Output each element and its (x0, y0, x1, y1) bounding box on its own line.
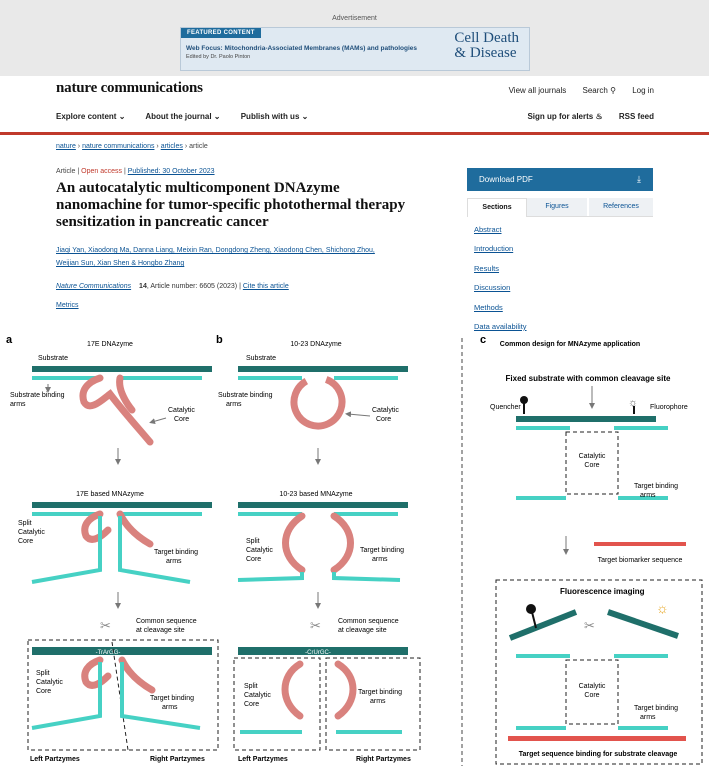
b-split-3: Core (246, 556, 262, 563)
toc-introduction[interactable]: Introduction (474, 244, 514, 254)
rss-link[interactable]: RSS feed (618, 112, 654, 121)
alerts-link[interactable] (527, 112, 602, 121)
panel-a-letter: a (6, 334, 13, 346)
c-r-catalytic-label: Catalytic (578, 683, 606, 690)
c-core-label: Core (584, 462, 600, 469)
c-cleaved-left (510, 612, 576, 638)
view-all-journals-link[interactable]: View all journals (508, 86, 567, 95)
b-final-split-3: Core (244, 701, 260, 708)
authors-line-2[interactable] (56, 257, 416, 270)
a-mna-title: 17E based MNAzyme (76, 491, 144, 498)
b-left-arm (238, 376, 302, 380)
b-cleavage-sequence: -CrUrGC- (305, 650, 331, 656)
advertisement-bar (0, 0, 709, 76)
c-r-left-arm (516, 654, 570, 658)
a-right-arm (120, 376, 202, 380)
nav-explore-content[interactable] (56, 112, 125, 121)
c-right-arm (614, 426, 668, 430)
tab-sections[interactable]: Sections (467, 198, 527, 217)
b-sb-2: arms (226, 401, 242, 408)
citation-line: Nature Communications 14, Article number: 6605 (2023) | Cite this article (56, 283, 289, 290)
breadcrumb-article: article (189, 143, 208, 150)
journal-name[interactable]: Nature Communications (56, 283, 132, 290)
c-target-sequence-binding: Target sequence binding for substrate cleavage (518, 751, 678, 758)
ad-headline: Web Focus: Mitochondria-Associated Membranes (MAMs) and pathologies (186, 45, 418, 52)
ad-label: Advertisement (332, 15, 377, 22)
nav-publish-label: Publish with us (240, 112, 300, 121)
open-access-badge: Open access (81, 168, 123, 175)
article-title: An autocatalytic multicomponent DNAzyme nanomachine for tumor-specific photothermal therapy sensitization in pancreatic cancer (56, 180, 406, 230)
c-substrate-strand (516, 416, 656, 422)
chevron-down-icon: ⌄ (118, 112, 126, 121)
sun-icon-glow: ☼ (656, 600, 669, 616)
toc-data-availability[interactable]: Data availability (474, 321, 527, 331)
published-date[interactable]: Published: 30 October 2023 (127, 168, 215, 175)
b-mna-title: 10-23 based MNAzyme (279, 491, 353, 498)
b-split-core-left (286, 516, 303, 570)
c-r-target-binding-1: Target binding (634, 705, 678, 712)
toc-methods[interactable]: Methods (474, 302, 503, 312)
download-pdf-button[interactable] (467, 168, 653, 191)
a-final-split-1: Split (36, 670, 50, 677)
bell-icon: ♨ (595, 112, 603, 121)
a-substrate-strand (32, 366, 212, 372)
top-links (495, 86, 654, 95)
chevron-down-icon: ⌄ (301, 112, 309, 121)
b-mna-left-arm (238, 512, 302, 516)
metrics-link[interactable]: Metrics (56, 302, 79, 309)
a-final-core-left (85, 660, 108, 685)
b-final-target-1: Target binding (358, 689, 402, 696)
b-substrate-strand (238, 366, 408, 372)
a-scissors-icon: ✂ (100, 618, 111, 633)
b-common-seq-2: at cleavage site (338, 627, 387, 634)
a-substrate-label: Substrate (38, 355, 68, 362)
a-title: 17E DNAzyme (87, 341, 133, 348)
a-arrow-core (152, 418, 166, 422)
a-final-split-3: Core (36, 688, 52, 695)
a-final-core-right (122, 660, 152, 690)
a-right-partzymes: Right Partzymes (150, 756, 205, 763)
c-left-target-arm (516, 496, 566, 500)
a-split-1: Split (18, 520, 32, 527)
b-catalytic-core (287, 371, 349, 433)
authors-text-2[interactable]: Weijian Sun, Xian Shen & Hongbo Zhang (56, 260, 185, 267)
c-biomarker-label: Target biomarker sequence (597, 557, 683, 564)
c-catalytic-label: Catalytic (578, 453, 606, 460)
a-catalytic-core (83, 378, 150, 442)
c-target-binding-1: Target binding (634, 483, 678, 490)
b-target-binding-1: Target binding (360, 547, 404, 554)
authors-line-1[interactable] (56, 244, 416, 257)
c-quencher-dot-2 (526, 604, 536, 614)
c-fluorophore-label: Fluorophore (650, 404, 688, 411)
b-sb-1: Substrate binding (218, 392, 273, 399)
a-split-2: Catalytic (18, 529, 45, 536)
c-quencher-label: Quencher (490, 404, 521, 411)
ad-featured-tag: FEATURED CONTENT (181, 28, 261, 38)
figure-dnazyme-schematic (0, 330, 709, 768)
article-type: Article (56, 168, 76, 175)
site-header (0, 76, 709, 135)
ad-banner[interactable] (180, 27, 530, 71)
a-final-target-1: Target binding (150, 695, 194, 702)
c-title: Common design for MNAzyme application (499, 341, 641, 348)
nav-publish-with-us[interactable] (241, 112, 309, 121)
b-split-1: Split (246, 538, 260, 545)
breadcrumb-nature-communications[interactable]: nature communications (82, 143, 155, 150)
author-list (56, 244, 416, 270)
b-mna-substrate (238, 502, 408, 508)
a-catalytic-label: Catalytic (168, 407, 195, 414)
b-core-label: Core (376, 416, 392, 423)
nav-about-label: About the journal (145, 112, 212, 121)
nav-explore-label: Explore content (56, 112, 117, 121)
main-nav (56, 112, 326, 121)
c-r-core-label: Core (584, 692, 600, 699)
breadcrumb-nature[interactable]: nature (56, 143, 76, 150)
login-link[interactable]: Log in (632, 86, 654, 95)
a-mna-right-arm (120, 512, 202, 516)
c-scissors-icon: ✂ (584, 618, 595, 633)
b-final-split-2: Catalytic (244, 692, 271, 699)
c-target-binding-2: arms (640, 492, 656, 499)
a-common-seq-1: Common sequence (136, 618, 197, 625)
download-icon: ⤓ (637, 174, 641, 184)
toc-abstract[interactable]: Abstract (474, 225, 502, 234)
breadcrumb-articles[interactable]: articles (160, 143, 183, 150)
search-icon: ⚲ (610, 86, 616, 95)
tab-references[interactable]: References (589, 198, 653, 216)
b-final-left-arm (240, 730, 302, 734)
c-left-arm (516, 426, 570, 430)
ad-subline: Edited by Dr. Paolo Pinton (186, 54, 251, 60)
a-core-label: Core (174, 416, 190, 423)
volume: 14 (139, 283, 147, 290)
b-final-target-2: arms (370, 698, 386, 705)
a-final-target-2: arms (162, 704, 178, 711)
panel-b-letter: b (216, 334, 223, 346)
panel-c-letter: c (480, 334, 487, 346)
sidebar-tabs (467, 198, 653, 217)
sun-icon: ☼ (628, 397, 639, 409)
search-label: Search (582, 86, 608, 95)
nav-right (513, 112, 654, 121)
authors-text-1[interactable]: Jiaqi Yan, Xiaodong Ma, Danna Liang, Meixin Ran, Dongdong Zheng, Xiaodong Chen, Shichong Zhou, (56, 247, 375, 254)
c-fixed-substrate: Fixed substrate with common cleavage site (505, 374, 671, 383)
c-r-right-target (618, 726, 668, 730)
a-split-core-left (85, 514, 108, 539)
b-target-binding-2: arms (372, 556, 388, 563)
b-right-arm (334, 376, 398, 380)
c-fluorescence-label: Fluorescence imaging (560, 587, 645, 596)
a-left-target-arm (32, 516, 100, 582)
a-mna-substrate (32, 502, 212, 508)
a-split-core-right (120, 514, 150, 544)
c-r-biomarker (508, 736, 686, 741)
c-quencher-dot (520, 396, 528, 404)
alerts-label: Sign up for alerts (527, 112, 594, 121)
b-split-2: Catalytic (246, 547, 273, 554)
b-mna-right-arm (334, 512, 398, 516)
article-meta: Article | Open access | Published: 30 October 2023 (56, 168, 215, 175)
ad-journal-logo (454, 31, 519, 61)
b-substrate-label: Substrate (246, 355, 276, 362)
b-common-seq-1: Common sequence (338, 618, 399, 625)
a-split-3: Core (18, 538, 34, 545)
b-arrow-core (348, 414, 370, 416)
a-target-binding-1: Target binding (154, 549, 198, 556)
toc-results[interactable]: Results (474, 263, 500, 273)
c-r-target-binding-2: arms (640, 714, 656, 721)
b-final-core-left (285, 664, 300, 716)
sections-list (474, 225, 527, 341)
nav-about-journal[interactable] (145, 112, 220, 121)
b-right-target-arm (334, 572, 400, 580)
article-number: , Article number: 6605 (2023) (146, 283, 238, 290)
a-substrate-binding-label-2: arms (10, 401, 26, 408)
b-split-core-right (334, 516, 351, 570)
b-final-split-1: Split (244, 683, 258, 690)
ad-journal-line2: & Disease (454, 45, 517, 61)
a-final-split-2: Catalytic (36, 679, 63, 686)
b-scissors-icon: ✂ (310, 618, 321, 633)
b-final-right-arm (336, 730, 402, 734)
b-final-core-right (338, 664, 353, 716)
a-left-partzymes: Left Partzymes (30, 756, 80, 763)
b-left-partzymes: Left Partzymes (238, 756, 288, 763)
b-title: 10-23 DNAzyme (290, 341, 342, 348)
a-sb-1: Substrate binding (10, 392, 65, 399)
a-common-seq-2: at cleavage site (136, 627, 185, 634)
download-pdf-label: Download PDF (479, 175, 533, 184)
ad-journal-line1: Cell Death (454, 30, 519, 46)
a-substrate-binding-label (10, 392, 65, 399)
b-left-target-arm (238, 572, 302, 580)
breadcrumb: nature › nature communications › articles › article (56, 143, 208, 150)
toc-discussion[interactable]: Discussion (474, 283, 511, 293)
b-right-partzymes: Right Partzymes (356, 756, 411, 763)
search-link[interactable] (583, 86, 616, 95)
a-target-binding-2: arms (166, 558, 182, 565)
figure-svg (0, 330, 709, 768)
tab-figures[interactable]: Figures (527, 198, 587, 216)
c-r-left-target (516, 726, 566, 730)
chevron-down-icon: ⌄ (213, 112, 221, 121)
a-cut-substrate (32, 647, 212, 655)
a-cleavage-sequence: -TrArGG- (95, 650, 121, 656)
b-catalytic-label: Catalytic (372, 407, 399, 414)
c-r-right-arm (614, 654, 668, 658)
site-logo[interactable]: nature communications (56, 80, 203, 96)
cite-link[interactable]: Cite this article (242, 283, 289, 290)
c-biomarker-strand (594, 542, 686, 546)
